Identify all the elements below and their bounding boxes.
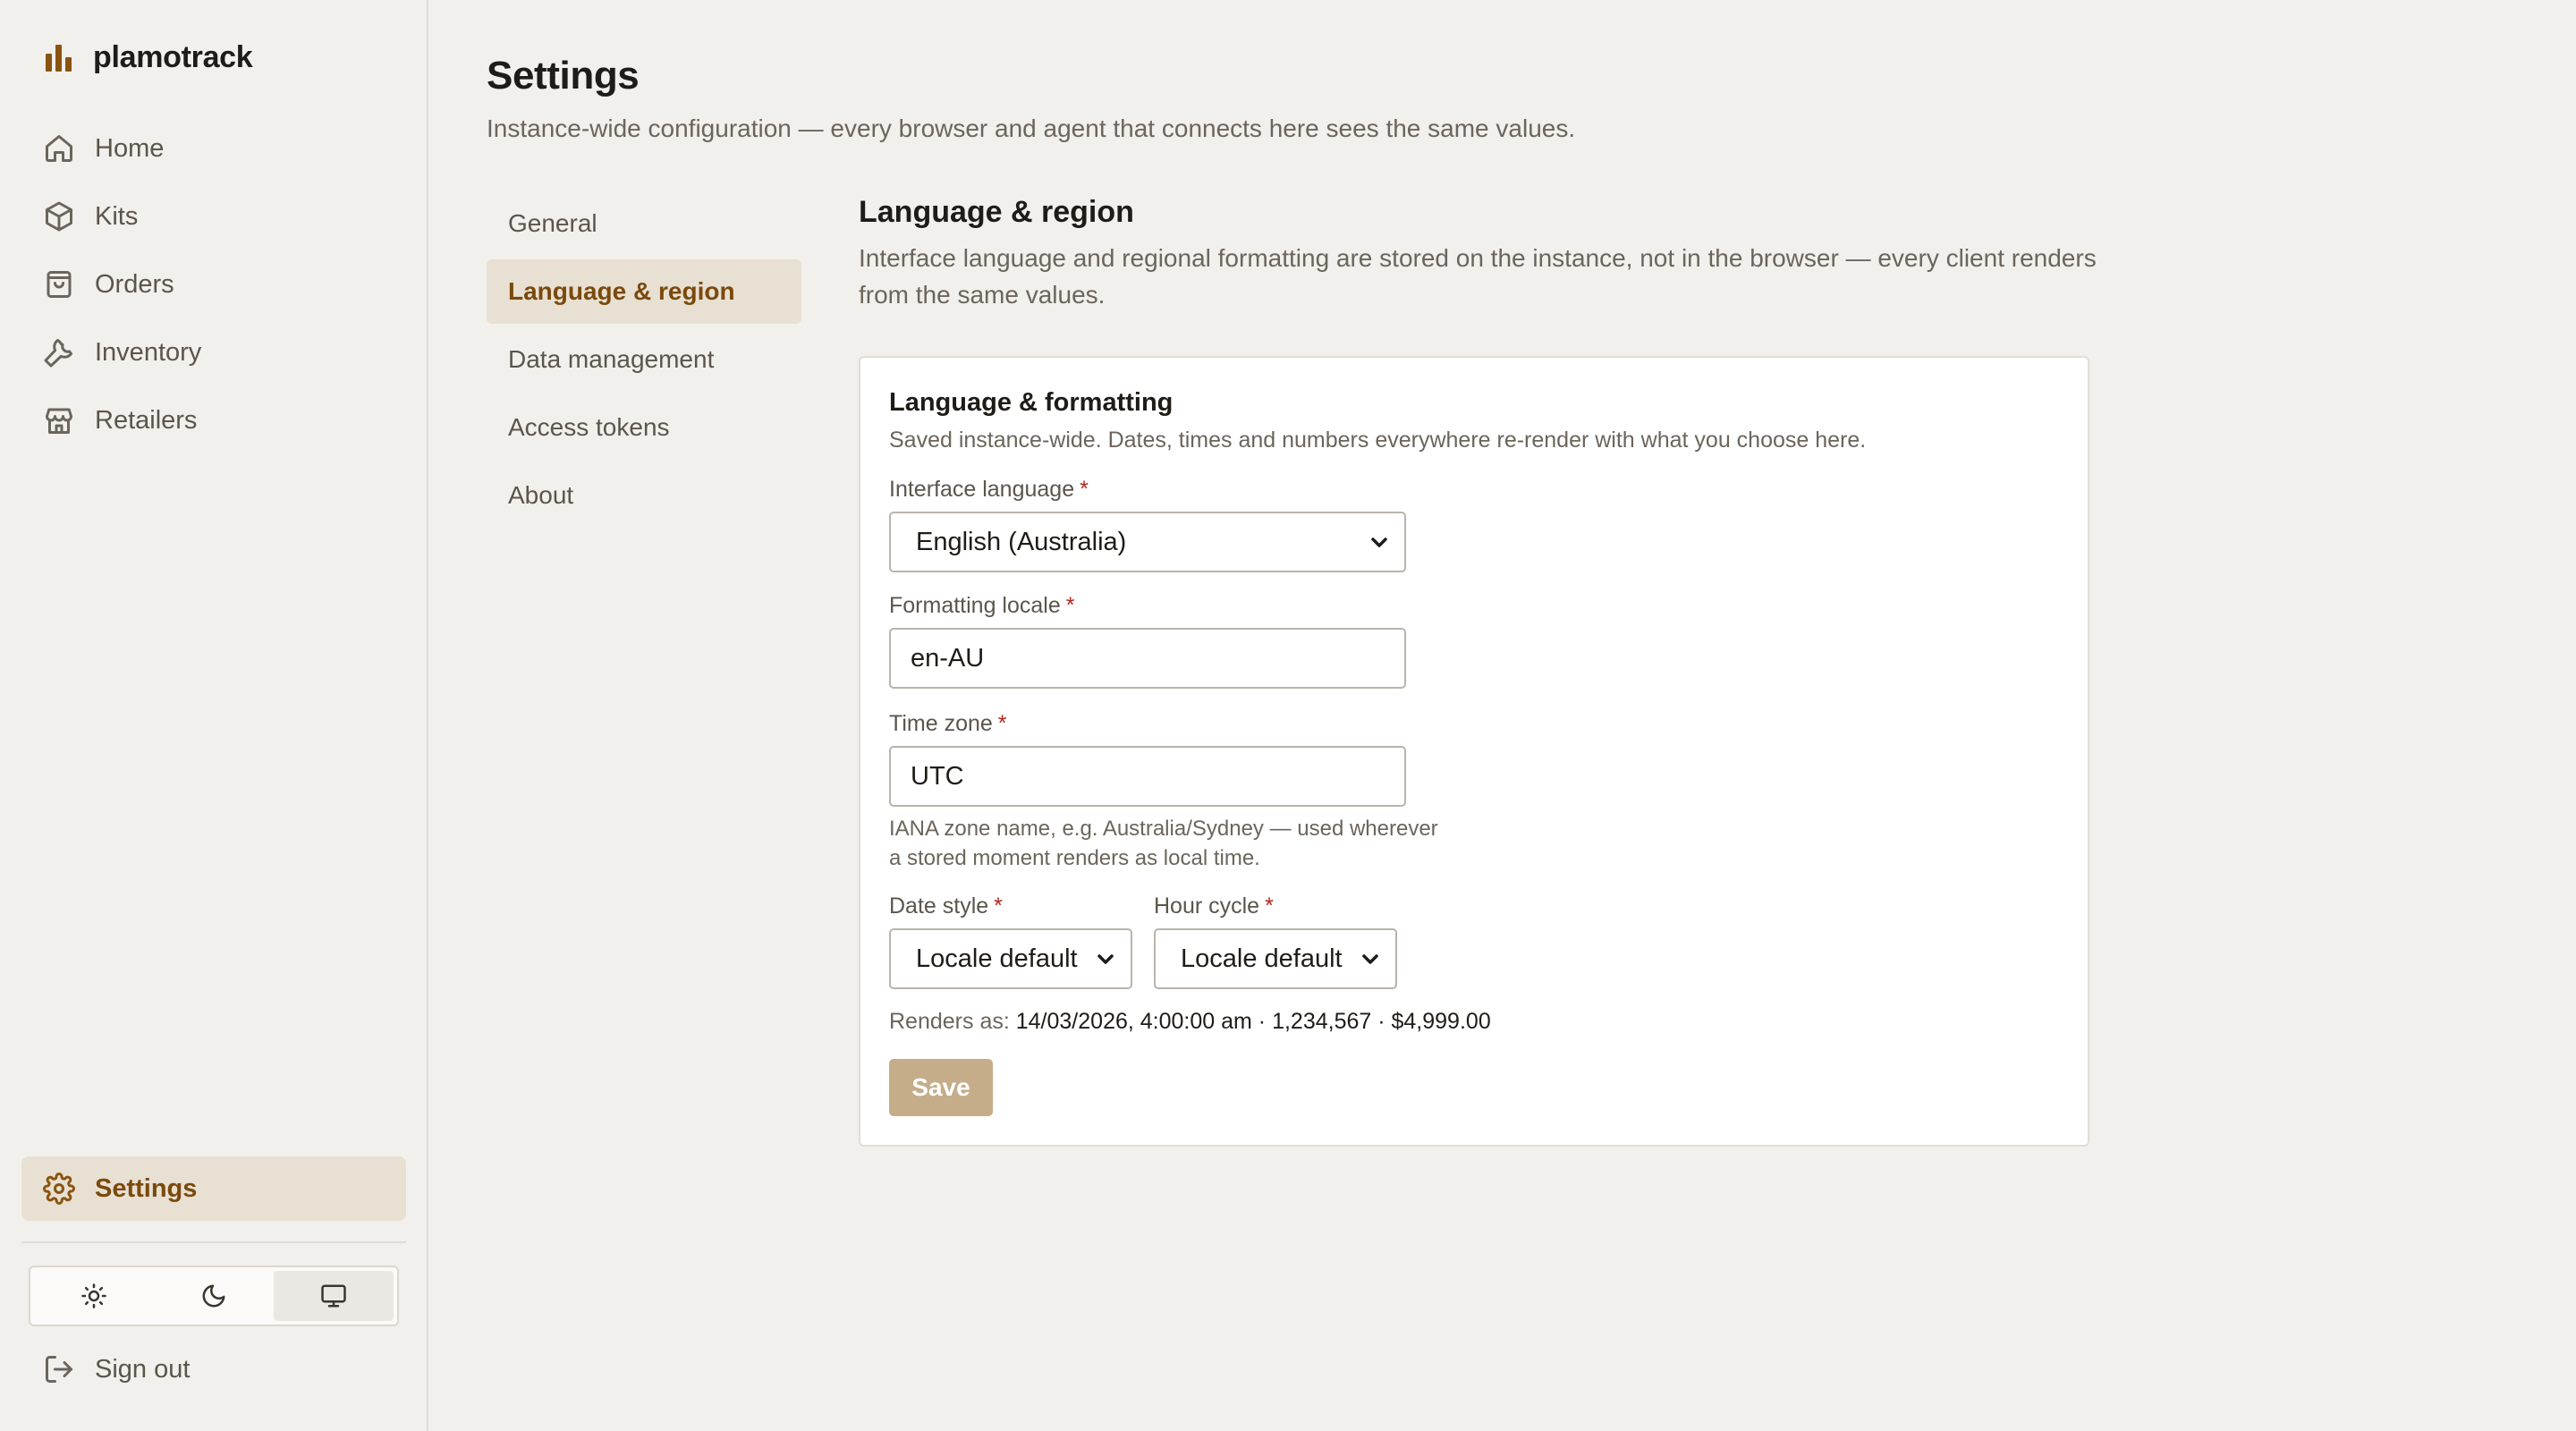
sidebar-item-orders[interactable] — [21, 252, 406, 317]
card-title: Language & formatting — [889, 388, 1174, 417]
formatting-locale-input[interactable] — [889, 628, 1406, 689]
renders-as-label: Renders as: — [889, 1009, 1010, 1034]
store-icon — [43, 404, 75, 436]
subnav-item-access-tokens[interactable]: Access tokens — [508, 413, 670, 441]
chevron-down-icon — [1368, 531, 1390, 553]
interface-language-label — [889, 477, 1089, 503]
renders-as-preview — [889, 1009, 1491, 1035]
shopping-bag-icon — [43, 268, 75, 301]
sidebar-item-label: Orders — [95, 269, 174, 299]
select-value: English (Australia) — [916, 527, 1127, 556]
time-zone-input[interactable] — [889, 746, 1406, 807]
save-button[interactable]: Save — [889, 1059, 993, 1116]
sidebar — [0, 0, 428, 1431]
field-label-text: Date style — [889, 893, 989, 919]
main-nav — [21, 116, 406, 456]
input-value: UTC — [911, 761, 964, 791]
field-label-text: Time zone — [889, 711, 993, 736]
subnav-item-general[interactable]: General — [508, 209, 597, 237]
sidebar-item-label: Settings — [95, 1173, 198, 1203]
theme-system-button[interactable] — [274, 1271, 394, 1321]
sidebar-item-label: Home — [95, 133, 165, 163]
sign-out-label: Sign out — [95, 1354, 191, 1384]
renders-as-value: 14/03/2026, 4:00:00 am · 1,234,567 · $4,999.00 — [1015, 1009, 1491, 1034]
sidebar-item-label: Retailers — [95, 405, 198, 435]
moon-icon — [200, 1283, 227, 1309]
divider — [21, 1241, 406, 1243]
home-icon — [43, 132, 75, 165]
wrench-icon — [43, 336, 75, 368]
logout-icon — [43, 1353, 75, 1385]
subnav-item-data-management[interactable]: Data management — [508, 345, 715, 373]
section-description: Interface language and regional formatting are stored on the instance, not in the browser — every client renders from the same values. — [859, 244, 2097, 309]
subnav-item-language-region[interactable]: Language & region — [487, 259, 801, 324]
required-marker: * — [1265, 893, 1274, 919]
time-zone-hint: IANA zone name, e.g. Australia/Sydney — used wherever a stored moment renders as local time. — [889, 817, 1438, 870]
input-value: en-AU — [911, 643, 985, 673]
brand[interactable] — [43, 38, 252, 77]
sidebar-item-retailers[interactable] — [21, 388, 406, 453]
sun-icon — [80, 1283, 107, 1309]
select-value: Locale default — [916, 944, 1078, 973]
field-label-text: Formatting locale — [889, 593, 1061, 618]
formatting-locale-label — [889, 593, 1074, 619]
sidebar-item-home[interactable] — [21, 116, 406, 181]
hour-cycle-label — [1154, 893, 1274, 919]
select-value: Locale default — [1181, 944, 1343, 973]
field-label-text: Interface language — [889, 477, 1075, 502]
gear-icon — [43, 1173, 75, 1205]
sidebar-item-label: Kits — [95, 201, 139, 231]
field-label-text: Hour cycle — [1154, 893, 1260, 919]
chevron-down-icon — [1360, 948, 1381, 970]
sidebar-item-kits[interactable] — [21, 184, 406, 249]
theme-dark-button[interactable] — [154, 1271, 274, 1321]
subnav-item-about[interactable]: About — [508, 481, 574, 509]
monitor-icon — [320, 1283, 347, 1309]
date-style-label — [889, 893, 1003, 919]
required-marker: * — [994, 893, 1003, 919]
sign-out-button[interactable] — [21, 1337, 406, 1401]
chevron-down-icon — [1095, 948, 1116, 970]
sidebar-item-settings[interactable] — [21, 1156, 406, 1221]
hour-cycle-select[interactable] — [1154, 928, 1397, 989]
required-marker: * — [1080, 477, 1089, 502]
required-marker: * — [1065, 593, 1075, 618]
settings-subnav — [487, 191, 801, 531]
theme-switcher — [29, 1266, 399, 1326]
page-subtitle: Instance-wide configuration — every browser and agent that connects here sees the same values. — [487, 114, 1576, 142]
card-description: Saved instance-wide. Dates, times and numbers everywhere re-render with what you choose here. — [889, 428, 1867, 453]
sidebar-item-label: Inventory — [95, 337, 202, 367]
page-title: Settings — [487, 54, 640, 97]
language-formatting-card — [859, 356, 2089, 1147]
interface-language-select[interactable] — [889, 512, 1406, 572]
bar-chart-logo-icon — [43, 41, 75, 73]
section-title: Language & region — [859, 195, 1134, 229]
brand-name: plamotrack — [93, 39, 253, 74]
required-marker: * — [997, 711, 1007, 736]
box-icon — [43, 200, 75, 233]
theme-light-button[interactable] — [34, 1271, 154, 1321]
sidebar-item-inventory[interactable] — [21, 320, 406, 385]
date-style-select[interactable] — [889, 928, 1132, 989]
time-zone-label — [889, 711, 1007, 737]
